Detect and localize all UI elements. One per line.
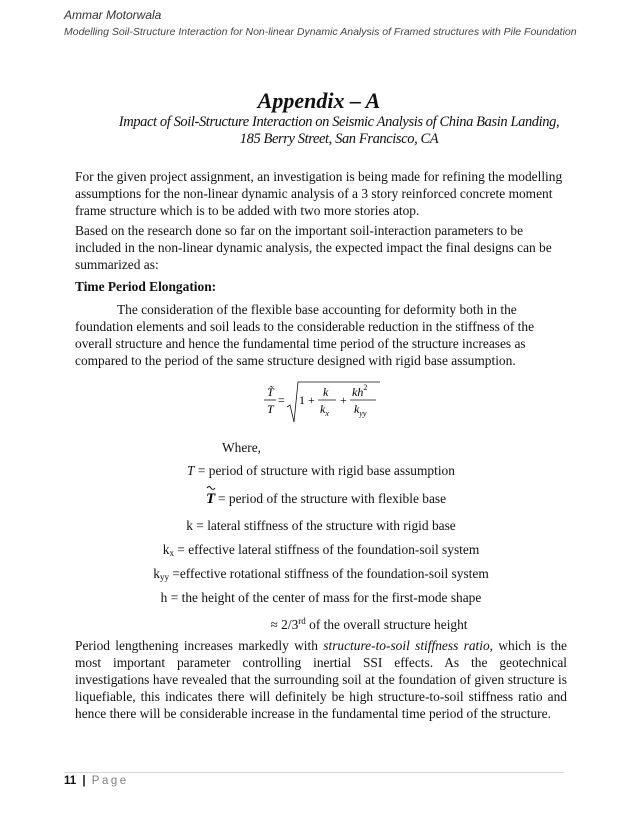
formula-kx: $k_x$ — [320, 402, 329, 418]
formula-ttilde: T̃ — [267, 385, 274, 399]
definition-approx: ≈ 2/3rd of the overall structure height — [270, 616, 468, 632]
formula-equals: = — [278, 393, 285, 407]
where-label: Where, — [222, 440, 262, 455]
paragraph-period-lengthening: Period lengthening increases markedly with structure-to-soil stiffness ratio, which is the most important parameter controlling inertial SSI effects. As the geotechnical investigations have revealed that the surrounding soil at the foundation of given structure is liquefiable, this indicates there will definitely be high structure-to-soil stiffness ratio and hence there will be considerable increase in the fundamental time period of the structure. — [75, 638, 567, 721]
definition-h: h = the height of the center of mass for the first-mode shape — [160, 590, 482, 605]
formula-one-plus: 1 + — [299, 393, 315, 407]
formula-kyy: $k_{yy}$ — [354, 402, 367, 418]
definition-t: T = period of structure with rigid base assumption — [187, 463, 455, 478]
definition-t-tilde: = period of the structure with flexible base — [218, 491, 447, 506]
page-subtitle — [84, 114, 594, 148]
formula-t: T — [267, 402, 274, 416]
section-heading: Time Period Elongation: — [75, 279, 217, 294]
paragraph-intro: For the given project assignment, an investigation is being made for refining the modelling assumptions for the non-linear dynamic analysis of a 3 story reinforced concrete moment frame structure which is to be added with two more stories atop. — [75, 169, 563, 218]
t-tilde-symbol — [204, 484, 218, 506]
page-word: Page — [91, 775, 129, 787]
period-ratio-formula — [262, 380, 382, 430]
header-description: Modelling Soil-Structure Interaction for Non-linear Dynamic Analysis of Framed structures with Pile Foundation — [64, 26, 577, 38]
paragraph-time-period: The consideration of the flexible base accounting for deformity both in the foundation elements and soil leads to the considerable reduction in the stiffness of the overall structure and hence the fundamental time period of the structure increases as compared to the period of the same structure designed with rigid base assumption. — [75, 302, 535, 368]
footer-separator: | — [82, 775, 86, 787]
page-footer — [64, 775, 129, 787]
paragraph-research: Based on the research done so far on the important soil-interaction parameters to be included in the non-linear dynamic analysis, the expected impact the final designs can be summarized as: — [75, 223, 552, 272]
svg-text:T: T — [206, 491, 216, 506]
header-author: Ammar Motorwala — [64, 8, 162, 22]
footer-divider — [64, 772, 564, 773]
definition-kyy: $k_{yy}$ =effective rotational stiffness of the foundation-soil system — [153, 566, 489, 582]
subtitle-line-1: Impact of Soil-Structure Interaction on Seismic Analysis of China Basin Landing, — [118, 114, 560, 130]
page-number: 11 — [64, 775, 77, 787]
page-title: Appendix – A — [257, 88, 381, 113]
definition-kx: $k_x$ = effective lateral stiffness of the foundation-soil system — [162, 542, 480, 558]
definition-k: k = lateral stiffness of the structure with rigid base — [186, 518, 456, 533]
formula-kh2: $kh^2$ — [352, 383, 368, 399]
subtitle-line-2: 185 Berry Street, San Francisco, CA — [239, 131, 439, 147]
formula-k: k — [323, 385, 329, 399]
formula-plus: + — [340, 393, 347, 407]
